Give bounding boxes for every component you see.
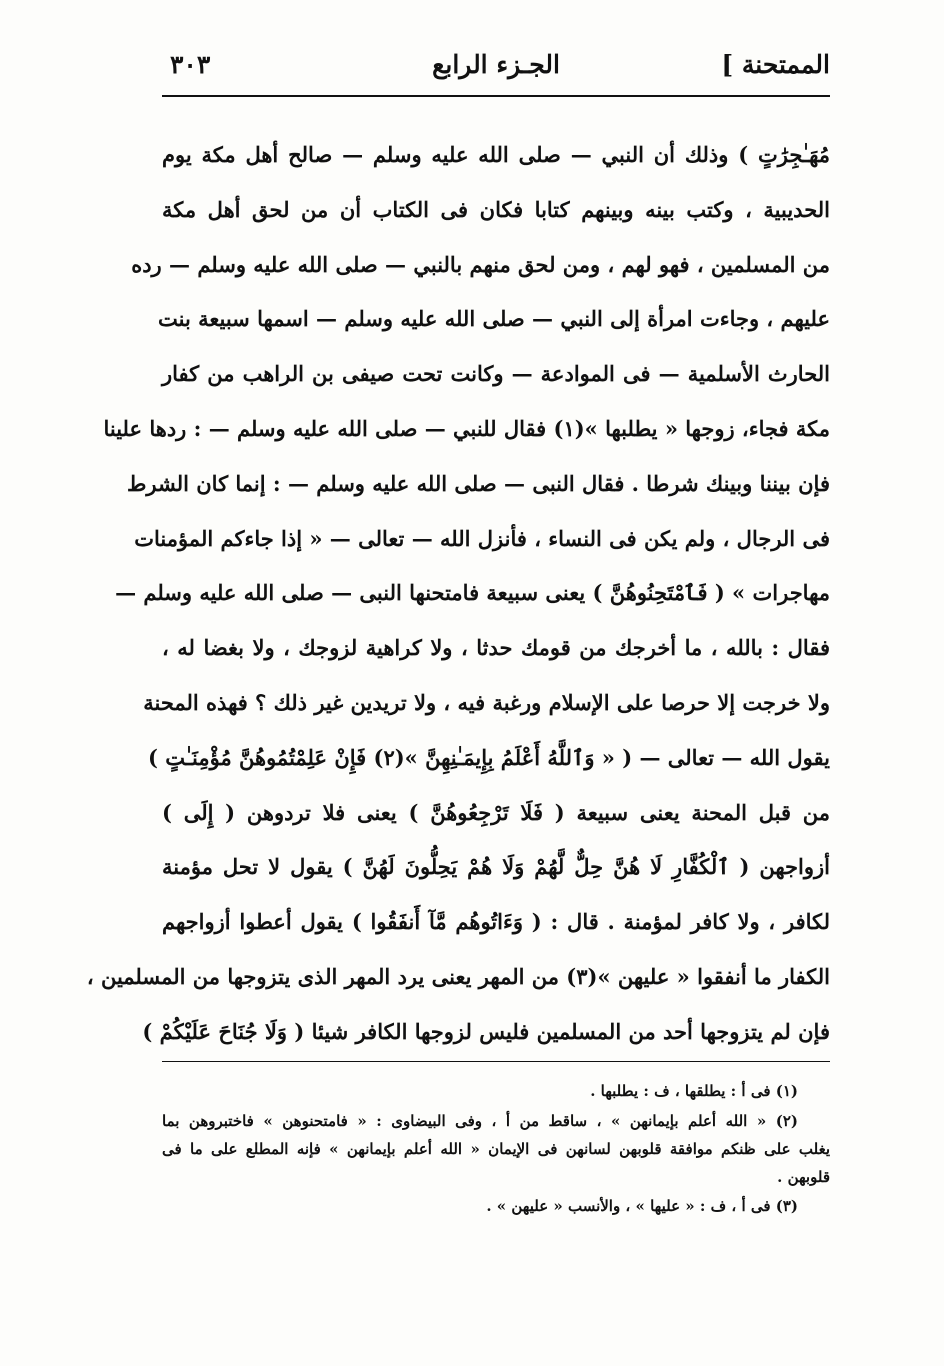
body-line: مكة فجاء، زوجها « يطلبها »(١) فقال للنبي — صلى الله عليه وسلم — : ردها علينا [103,415,830,441]
part-title: الجـزء الرابع [432,50,560,79]
footnote-2-line-3: قلوبهن . [777,1168,830,1186]
body-line: فإن لم يتزوجها أحد من المسلمين فليس لزوجها الكافر شيئا ( وَلَا جُنَاحَ عَلَيْكُمْ ) [142,1018,830,1044]
footnote-3: (٣) فى أ ، ف : « عليها » ، والأنسب « عليهن » . [486,1197,798,1215]
footnote-1: (١) فى أ : يطلقها ، ف : يطلبها . [590,1082,798,1100]
body-text [86,128,830,1060]
page-number: ٣٠٣ [170,50,211,79]
footnotes [162,1076,830,1222]
body-line: فإن بيننا وبينك شرطا . فقال النبى — صلى الله عليه وسلم — : إنما كان الشرط [126,470,830,496]
footnote-2-line-2: يغلب على ظنكم موافقة قلوبهن لسانهن فى الإيمان « الله أعلم بإيمانهن » فإنه المطلع على ما فى [162,1140,830,1158]
footnote-divider [162,1061,830,1062]
surah-title: الممتحنة ] [721,50,830,79]
body-line: من المسلمين ، فهو لهم ، ومن لحق منهم بالنبي — صلى الله عليه وسلم — رده [131,251,830,277]
body-line: لكافر ، ولا كافر لمؤمنة . قال : ( وَءَاتُوهُم مَّآ أَنفَقُوا ) يقول أعطوا أزواجهم [162,909,830,935]
body-line: فقال : بالله ، ما أخرجك من قومك حدثا ، ولا كراهية لزوجك ، ولا بغضا له ، [162,635,830,661]
body-line: مُهَـٰجِرَٰتٍ ) وذلك أن النبي — صلى الله عليه وسلم — صالح أهل مكة يوم [162,142,830,167]
body-line: الحارث الأسلمية — فى الموادعة — وكانت تحت صيفى بن الراهب من كفار [162,361,830,387]
body-line: الكفار ما أنفقوا « عليهن »(٣) من المهر يعنى يرد المهر الذى يتزوجها من المسلمين ، [86,963,830,989]
footnote-2-line-1: (٢) « الله أعلم بإيمانهن » ، ساقط من أ ، وفى البيضاوى : « فامتحنوهن » فاختبروهن بما [162,1112,798,1130]
body-line: عليهم ، وجاءت امرأة إلى النبي — صلى الله عليه وسلم — اسمها سبيعة بنت [157,306,830,332]
header-divider [162,95,830,97]
body-line: من قبل المحنة يعنى سبيعة ( فَلَا تَرْجِعُوهُنَّ ) يعنى فلا تردوهن ( إِلَى ) [162,799,830,825]
body-line: يقول الله — تعالى — ( « وَٱللَّهُ أَعْلَمُ بِإِيمَـٰنِهِنَّ »(٢) فَإِنْ عَلِمْتُمُوهُنَّ مُؤْمِنَـٰتٍ ) [148,744,830,770]
body-line: الحديبية ، وكتب بينه وبينهم كتابا فكان فى الكتاب أن من لحق أهل مكة [162,196,830,222]
body-line: ولا خرجت إلا حرصا على الإسلام ورغبة فيه ، ولا تريدين غير ذلك ؟ فهذه المحنة [143,689,830,715]
running-header [162,44,830,94]
body-line: فى الرجال ، ولم يكن فى النساء ، فأنزل الله — تعالى — « إذا جاءكم المؤمنات [134,525,830,551]
body-line: أزواجهن ( ٱلْكُفَّارِ لَا هُنَّ حِلٌّ لَّهُمْ وَلَا هُمْ يَحِلُّونَ لَهُنَّ ) يقول لا تحل مؤمنة [162,854,830,880]
body-line: مهاجرات » ( فَٱمْتَحِنُوهُنَّ ) يعنى سبيعة فامتحنها النبى — صلى الله عليه وسلم — [115,580,830,606]
